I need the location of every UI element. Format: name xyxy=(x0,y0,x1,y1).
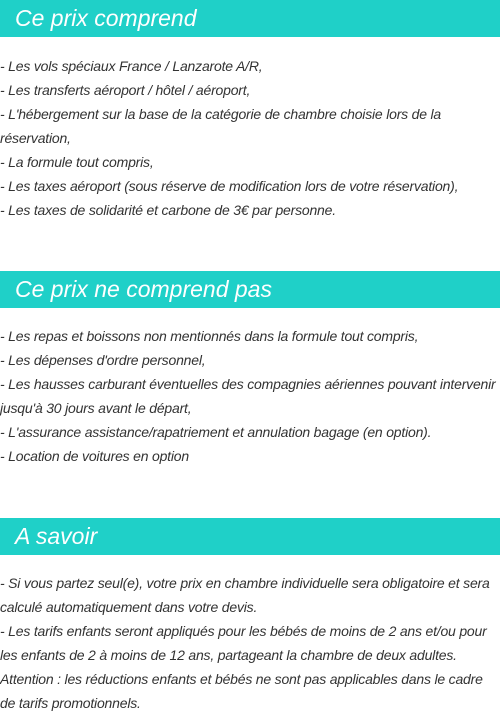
list-item: - Les dépenses d'ordre personnel, xyxy=(0,352,206,368)
list-item: - Les taxes de solidarité et carbone de 3€ par personne. xyxy=(0,202,336,218)
included-list xyxy=(0,54,500,222)
list-item: - La formule tout compris, xyxy=(0,154,154,170)
section-title-included: Ce prix comprend xyxy=(0,0,500,37)
section-good-to-know xyxy=(0,518,500,715)
list-item: - Les tarifs enfants seront appliqués pour les bébés de moins de 2 ans et/ou pour les enfants de 2 à moins de 12 ans, partageant la chambre de deux adultes. xyxy=(0,623,487,663)
list-item: - L'hébergement sur la base de la catégorie de chambre choisie lors de la réservation, xyxy=(0,106,442,146)
list-item: - Les repas et boissons non mentionnés dans la formule tout compris, xyxy=(0,328,419,344)
not-included-list xyxy=(0,324,500,468)
section-title-not-included: Ce prix ne comprend pas xyxy=(0,271,500,308)
list-item: - Si vous partez seul(e), votre prix en chambre individuelle sera obligatoire et sera calculé automatiquement dans votre devis. xyxy=(0,575,490,615)
section-included xyxy=(0,0,500,222)
list-item: - Location de voitures en option xyxy=(0,448,189,464)
list-item: - Les hausses carburant éventuelles des compagnies aériennes pouvant intervenir jusqu'à 30 jours avant le départ, xyxy=(0,376,496,416)
section-not-included xyxy=(0,271,500,468)
list-item: - Les transferts aéroport / hôtel / aéroport, xyxy=(0,82,251,98)
list-item: - Les vols spéciaux France / Lanzarote A/R, xyxy=(0,58,263,74)
list-item: - Les taxes aéroport (sous réserve de modification lors de votre réservation), xyxy=(0,178,459,194)
list-item: - L'assurance assistance/rapatriement et annulation bagage (en option). xyxy=(0,424,432,440)
list-item: Attention : les réductions enfants et bébés ne sont pas applicables dans le cadre de tarifs promotionnels. xyxy=(0,671,483,711)
good-to-know-list xyxy=(0,571,500,715)
section-title-good-to-know: A savoir xyxy=(0,518,500,555)
